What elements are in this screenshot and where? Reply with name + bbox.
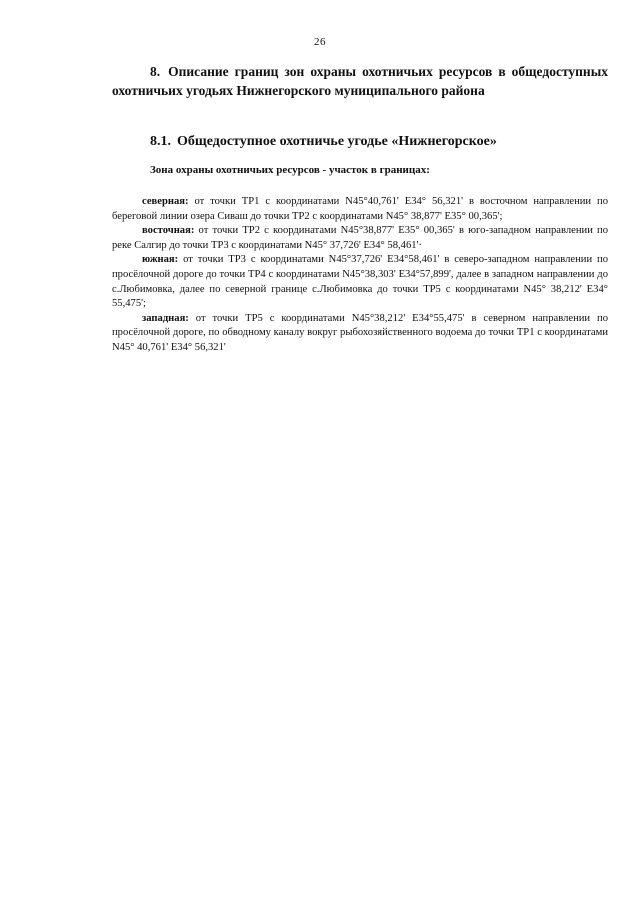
border-south xyxy=(112,253,608,311)
border-east xyxy=(112,224,608,253)
border-description: от точки ТР3 с координатами N45°37,726' Е34°58,461' в северо-западном направлении по просёлочной дороге до точки ТР4 с координатами N45°38,303' Е34°57,899', далее в западном направлении до с.Любимовка, далее по северной границе с.Любимовка до точки ТР5 с координатами N45° 38,212' Е34° 55,475'; xyxy=(112,254,608,310)
subsection-number: 8.1. xyxy=(150,134,171,149)
zone-borders xyxy=(112,195,608,356)
section-title: Описание границ зон охраны охотничьих ресурсов в общедоступных охотничьих угодьях Нижнегорского муниципального района xyxy=(112,64,608,98)
border-west xyxy=(112,312,608,356)
zone-heading: Зона охраны охотничьих ресурсов - участок в границах: xyxy=(150,164,430,176)
border-description: от точки ТР2 с координатами N45°38,877' Е35° 00,365' в юго-западном направлении по реке Салгир до точки ТР3 с координатами N45° 37,726' Е34° 58,461'· xyxy=(112,225,608,251)
border-direction: южная: xyxy=(142,254,179,266)
border-description: от точки ТР1 с координатами N45°40,761' Е34° 56,321' в восточном направлении по береговой линии озера Сиваш до точки ТР2 с координатами N45° 38,877' Е35° 00,365'; xyxy=(112,196,608,222)
subsection-heading xyxy=(150,134,497,150)
border-direction: восточная: xyxy=(142,225,195,237)
section-number: 8. xyxy=(150,64,161,79)
subsection-title: Общедоступное охотничье угодье «Нижнегорское» xyxy=(177,134,497,149)
border-direction: западная: xyxy=(142,312,189,324)
page-number: 26 xyxy=(314,36,326,48)
section-heading xyxy=(112,62,608,100)
border-direction: северная: xyxy=(142,196,189,207)
border-description: от точки ТР5 с координатами N45°38,212' Е34°55,475' в северном направлении по просёлочной дороге, по обводному каналу вокруг рыбохозяйственного водоема до точки ТР1 с координатами N45° 40,761' Е34° 56,321' xyxy=(112,312,608,353)
border-north xyxy=(112,195,608,224)
